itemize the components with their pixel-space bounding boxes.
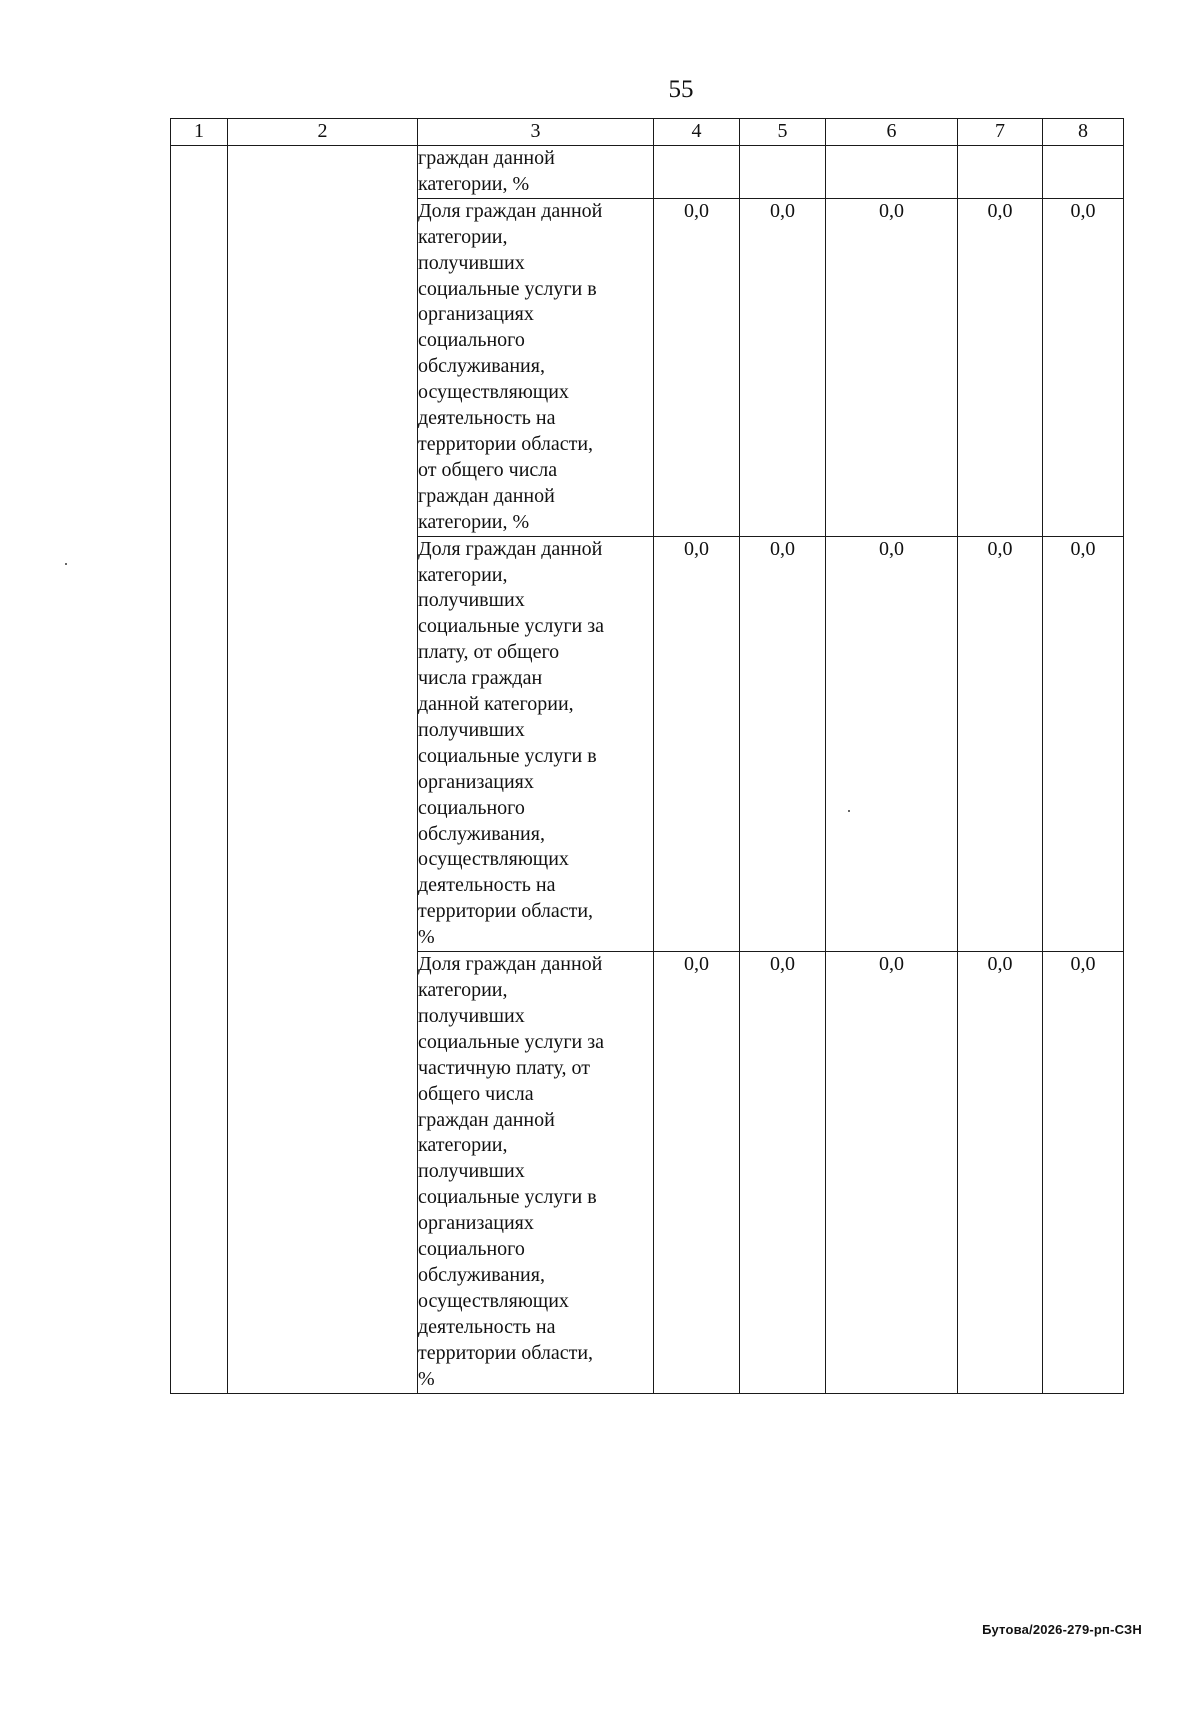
- description-line: осуществляющих: [418, 1289, 569, 1312]
- table-row: [171, 146, 1124, 199]
- value-cell-col-4: [654, 146, 740, 199]
- description-line: граждан данной: [418, 147, 555, 169]
- value-cell-col-6: [826, 146, 958, 199]
- value-cell-col-4: 0,0: [654, 198, 740, 536]
- description-line: %: [418, 1367, 435, 1390]
- header-col-1: 1: [171, 119, 228, 146]
- description-line: граждан данной: [418, 484, 555, 507]
- header-col-3: 3: [418, 119, 654, 146]
- description-line: социального: [418, 1238, 525, 1261]
- description-line: деятельность на: [418, 874, 556, 897]
- indicator-table: [170, 118, 1124, 1394]
- description-line: категории,: [418, 225, 508, 248]
- value-cell-col-8: 0,0: [1043, 536, 1124, 952]
- description-line: социального: [418, 329, 525, 352]
- description-line: социальные услуги в: [418, 277, 597, 300]
- cell-col-2: [228, 146, 418, 1394]
- value-cell-col-5: [740, 146, 826, 199]
- description-line: социальные услуги за: [418, 1030, 604, 1053]
- scan-dot: [848, 810, 850, 812]
- description-line: категории,: [418, 1134, 508, 1157]
- description-line: социальные услуги в: [418, 744, 597, 767]
- description-line: территории области,: [418, 432, 594, 455]
- value-cell-col-8: 0,0: [1043, 952, 1124, 1393]
- description-line: организациях: [418, 770, 534, 793]
- header-col-5: 5: [740, 119, 826, 146]
- description-line: осуществляющих: [418, 848, 569, 871]
- scan-dot: [65, 563, 67, 565]
- indicator-description: [418, 198, 654, 536]
- description-line: социальные услуги в: [418, 1186, 597, 1209]
- page-number: 55: [668, 76, 694, 103]
- value-cell-col-6: 0,0: [826, 536, 958, 952]
- description-line: Доля граждан данной: [418, 199, 603, 222]
- description-line: плату, от общего: [418, 641, 560, 664]
- value-cell-col-7: 0,0: [958, 952, 1043, 1393]
- value-cell-col-7: 0,0: [958, 536, 1043, 952]
- description-line: социального: [418, 796, 525, 819]
- table-body: [171, 146, 1124, 1394]
- description-line: от общего числа: [418, 458, 558, 481]
- description-line: получивших: [418, 251, 525, 274]
- value-cell-col-4: 0,0: [654, 952, 740, 1393]
- description-line: частичную плату, от: [418, 1056, 590, 1079]
- header-col-4: 4: [654, 119, 740, 146]
- header-row: [171, 119, 1124, 146]
- cell-col-1: [171, 146, 228, 1394]
- value-cell-col-4: 0,0: [654, 536, 740, 952]
- description-line: числа граждан: [418, 667, 543, 690]
- description-line: организациях: [418, 303, 534, 326]
- description-line: деятельность на: [418, 407, 556, 430]
- description-line: получивших: [418, 589, 525, 612]
- value-cell-col-7: [958, 146, 1043, 199]
- description-line: получивших: [418, 1004, 525, 1027]
- description-line: Доля граждан данной: [418, 953, 603, 976]
- header-col-8: 8: [1043, 119, 1124, 146]
- value-cell-col-8: [1043, 146, 1124, 199]
- description-line: категории,: [418, 563, 508, 586]
- description-line: Доля граждан данной: [418, 537, 603, 560]
- description-line: обслуживания,: [418, 1263, 545, 1286]
- description-line: данной категории,: [418, 693, 574, 716]
- description-line: обслуживания,: [418, 355, 545, 378]
- value-cell-col-7: 0,0: [958, 198, 1043, 536]
- description-line: общего числа: [418, 1082, 534, 1105]
- description-line: получивших: [418, 718, 525, 741]
- description-line: категории, %: [418, 510, 530, 533]
- indicator-description: [418, 146, 654, 199]
- value-cell-col-6: 0,0: [826, 952, 958, 1393]
- indicator-description: [418, 952, 654, 1393]
- document-reference: Бутова/2026-279-рп-СЗН: [982, 1622, 1142, 1637]
- value-cell-col-5: 0,0: [740, 952, 826, 1393]
- indicator-description: [418, 536, 654, 952]
- value-cell-col-5: 0,0: [740, 536, 826, 952]
- description-line: категории, %: [418, 172, 530, 195]
- header-col-6: 6: [826, 119, 958, 146]
- description-line: категории,: [418, 979, 508, 1001]
- value-cell-col-8: 0,0: [1043, 198, 1124, 536]
- description-line: территории области,: [418, 1341, 594, 1364]
- description-line: территории области,: [418, 900, 594, 923]
- value-cell-col-6: 0,0: [826, 198, 958, 536]
- header-col-7: 7: [958, 119, 1043, 146]
- description-line: социальные услуги за: [418, 615, 604, 638]
- description-line: деятельность на: [418, 1315, 556, 1338]
- description-line: организациях: [418, 1212, 534, 1235]
- value-cell-col-5: 0,0: [740, 198, 826, 536]
- description-line: граждан данной: [418, 1108, 555, 1131]
- description-line: обслуживания,: [418, 822, 545, 845]
- description-line: осуществляющих: [418, 381, 569, 404]
- description-line: %: [418, 926, 435, 949]
- description-line: получивших: [418, 1160, 525, 1183]
- header-col-2: 2: [228, 119, 418, 146]
